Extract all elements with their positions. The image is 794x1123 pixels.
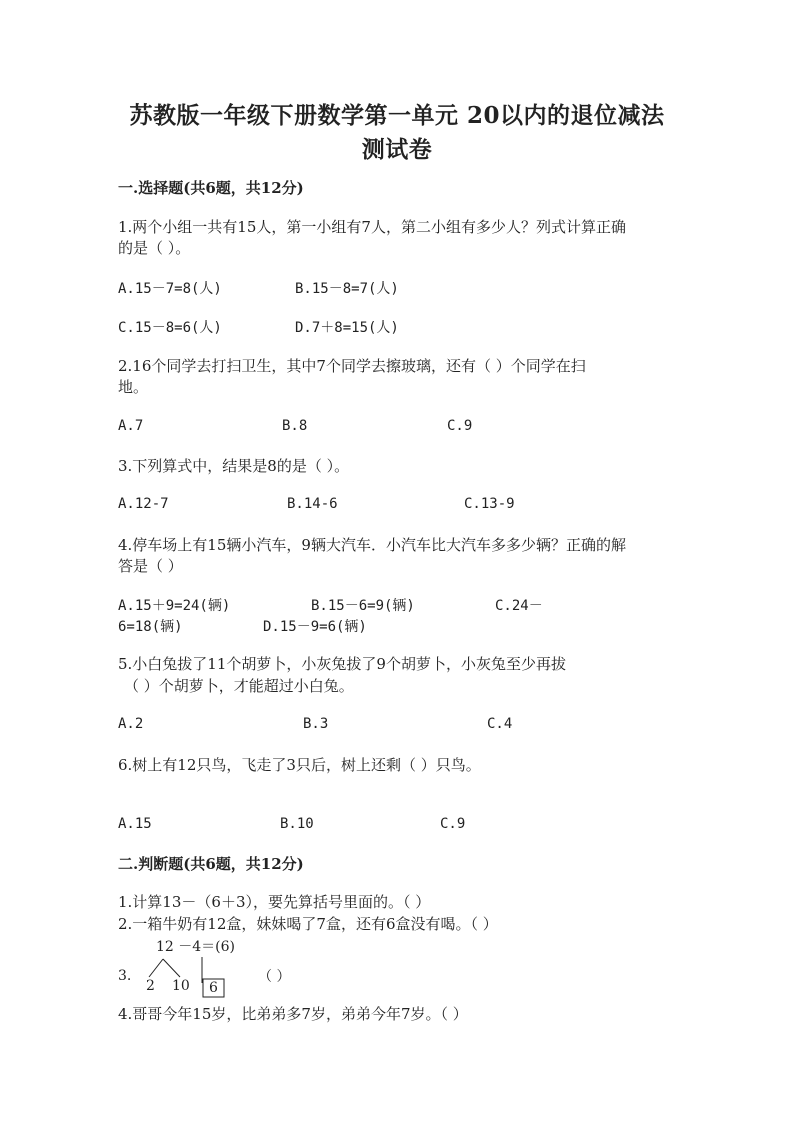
- q2-option-a: A.7: [118, 418, 144, 434]
- q4-option-c-part1: C.24－: [495, 598, 543, 614]
- q5-option-a: A.2: [118, 716, 144, 732]
- page-title-line2: 测试卷: [361, 136, 433, 163]
- q4-option-c-part2: 6=18(辆): [118, 619, 183, 635]
- q4-line2: 答是（ ）: [118, 557, 183, 575]
- judge-3-split-left: 2: [146, 978, 155, 994]
- q3-option-b: B.14-6: [287, 496, 338, 512]
- q1-option-d: D.7＋8=15(人): [295, 320, 399, 336]
- q1-option-c: C.15－8=6(人): [118, 320, 222, 336]
- judge-2: 2.一箱牛奶有12盒，妹妹喝了7盒，还有6盒没有喝。（ ）: [118, 915, 498, 933]
- judge-3-number: 3.: [118, 968, 132, 984]
- section2-heading: 二.判断题(共6题，共12分): [118, 855, 304, 873]
- q3-option-a: A.12-7: [118, 496, 169, 512]
- q3-line1: 3.下列算式中，结果是8的是（ ）。: [118, 457, 350, 475]
- q4-option-b: B.15－6=9(辆): [311, 598, 415, 614]
- q6-option-c: C.9: [440, 816, 466, 832]
- q2-line2: 地。: [118, 378, 149, 396]
- q1-option-b: B.15－8=7(人): [295, 281, 399, 297]
- q5-option-c: C.4: [487, 716, 513, 732]
- judge-3-answer-paren: （ ）: [258, 969, 291, 985]
- judge-4: 4.哥哥今年15岁，比弟弟多7岁，弟弟今年7岁。（ ）: [118, 1005, 468, 1023]
- q1-line2: 的是（ ）。: [118, 239, 191, 257]
- judge-3-boxed-result: 6: [209, 980, 218, 996]
- section1-heading: 一.选择题(共6题，共12分): [118, 179, 304, 197]
- q1-line1: 1.两个小组一共有15人，第一小组有7人，第二小组有多少人？列式计算正确: [118, 218, 626, 236]
- q6-option-b: B.10: [280, 816, 314, 832]
- q5-line1: 5.小白兔拔了11个胡萝卜，小灰兔拔了9个胡萝卜，小灰兔至少再拔: [118, 655, 566, 673]
- q2-line1: 2.16个同学去打扫卫生，其中7个同学去擦玻璃，还有（ ）个同学在扫: [118, 357, 586, 375]
- q4-line1: 4.停车场上有15辆小汽车，9辆大汽车．小汽车比大汽车多多少辆？正确的解: [118, 536, 626, 554]
- q2-option-b: B.8: [282, 418, 308, 434]
- judge-1: 1.计算13－（6＋3），要先算括号里面的。（ ）: [118, 893, 431, 911]
- q4-option-a: A.15＋9=24(辆): [118, 598, 231, 614]
- q6-line1: 6.树上有12只鸟，飞走了3只后，树上还剩（ ）只鸟。: [118, 756, 481, 774]
- q5-option-b: B.3: [303, 716, 329, 732]
- q4-option-d: D.15－9=6(辆): [263, 619, 367, 635]
- judge-3-diagram: [118, 936, 358, 1000]
- q6-option-a: A.15: [118, 816, 152, 832]
- q3-option-c: C.13-9: [464, 496, 515, 512]
- q2-option-c: C.9: [447, 418, 473, 434]
- q1-option-a: A.15－7=8(人): [118, 281, 222, 297]
- judge-3-expression: 12 －4＝(6): [156, 939, 236, 955]
- page-title-line1: 苏教版一年级下册数学第一单元 20以内的退位减法: [129, 102, 665, 129]
- q5-line2: （ ）个胡萝卜，才能超过小白兔。: [124, 677, 354, 695]
- judge-3-split-right: 10: [172, 978, 190, 994]
